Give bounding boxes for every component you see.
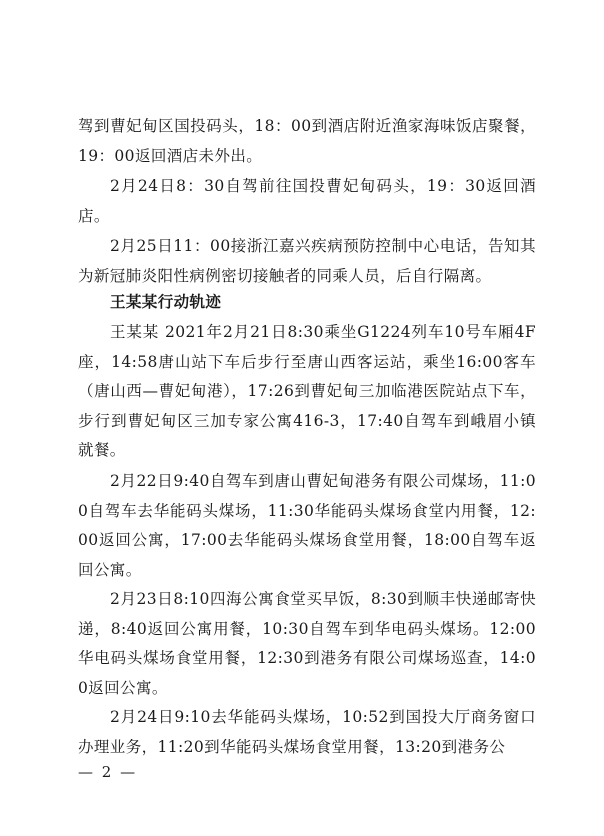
paragraph-feb24-first-person: 2月24日8：30自驾前往国投曹妃甸码头，19：30返回酒店。 [78,177,536,225]
section-heading: 王某某行动轨迹 [110,293,222,311]
paragraph-continuation: 驾到曹妃甸区国投码头，18：00到酒店附近渔家海味饭店聚餐，19：00返回酒店未外出。 [78,117,536,165]
paragraph-feb22-wang: 2月22日9:40自驾车到唐山曹妃甸港务有限公司煤场，11:00自驾车去华能码头煤场，11:30华能码头煤场食堂内用餐，12:00返回公寓，17:00去华能码头煤场食堂用餐，18:00自驾车返回公寓。 [78,472,536,579]
paragraph-feb25-first-person: 2月25日11：00接浙江嘉兴疾病预防控制中心电话，告知其为新冠肺炎阳性病例密切接触者的同乘人员，后自行隔离。 [78,237,536,285]
paragraph-feb21-wang: 王某某 2021年2月21日8:30乘坐G1224列车10号车厢4F座，14:58唐山站下车后步行至唐山西客运站，乘坐16:00客车（唐山西—曹妃甸港），17:26到曹妃甸三加临港医院站点下车，步行到曹妃甸区三加专家公寓416-3，17:40自驾车到峨眉小镇就餐。 [78,323,536,460]
page-number: — 2 — [78,763,138,781]
paragraph-feb23-wang: 2月23日8:10四海公寓食堂买早饭，8:30到顺丰快递邮寄快递，8:40返回公寓用餐，10:30自驾车到华电码头煤场。12:00华电码头煤场食堂用餐，12:30到港务有限公司煤场巡查，14:00返回公寓。 [78,590,536,697]
paragraph-feb24-wang: 2月24日9:10去华能码头煤场，10:52到国投大厅商务窗口办理业务，11:20到华能码头煤场食堂用餐，13:20到港务公 [78,708,536,756]
